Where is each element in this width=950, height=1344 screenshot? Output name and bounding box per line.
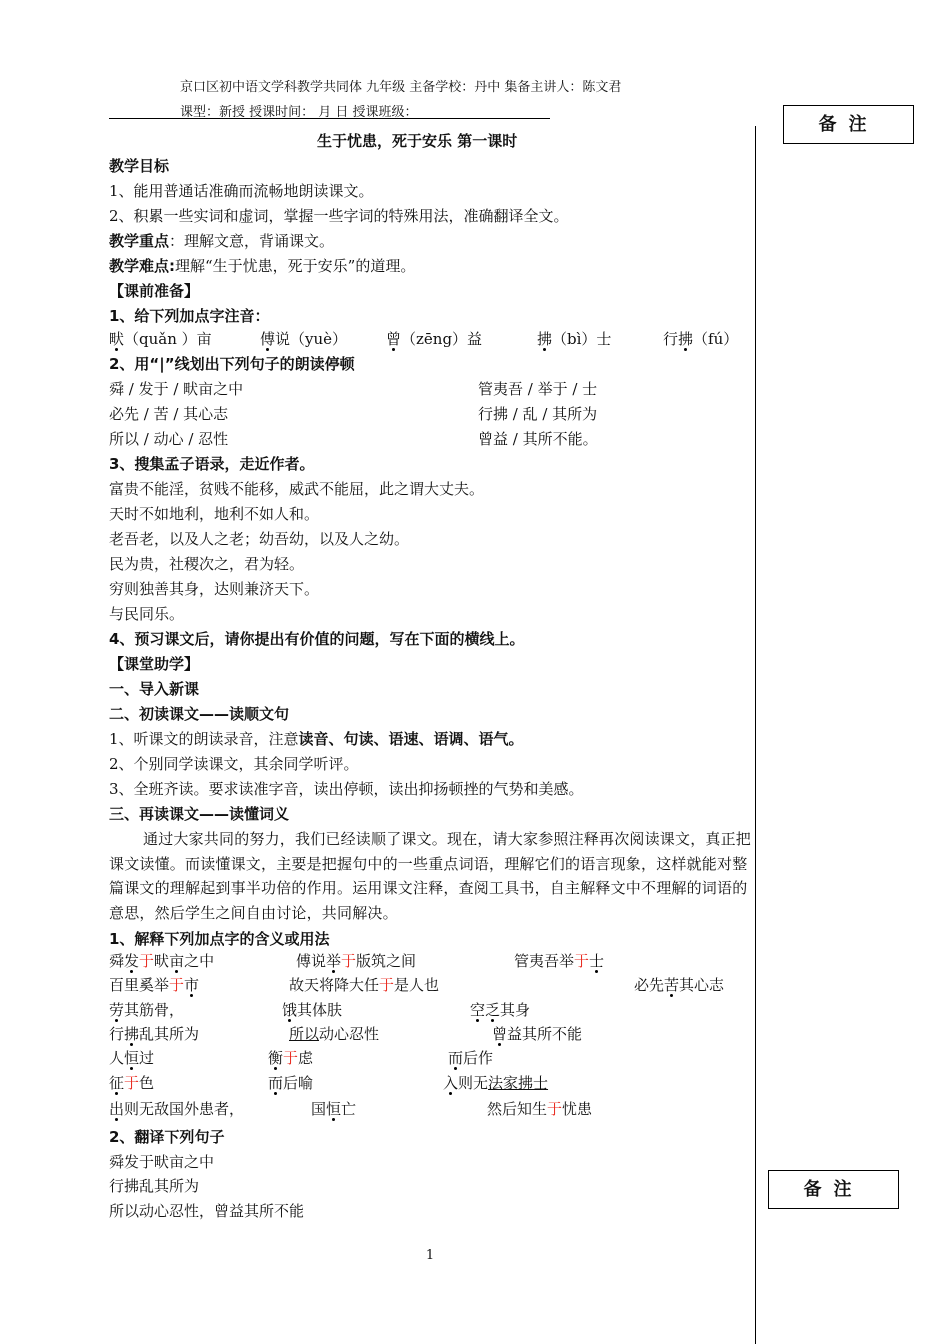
red-char: 于 [283, 1049, 299, 1067]
word-item [109, 973, 199, 997]
dotted-char: 空 [470, 1001, 486, 1019]
section-2-item-3: 3、全班齐读。要求读准字音，读出停顿，读出抑扬顿挫的气势和美感。 [109, 780, 584, 798]
section-3-title: 三、再读课文——读懂词义 [109, 805, 290, 823]
pause-item: 行拂 / 乱 / 其所为 [478, 405, 598, 423]
section-1-title: 一、导入新课 [109, 680, 200, 698]
word-item [470, 998, 530, 1022]
dotted-char: 衡 [268, 1049, 284, 1067]
word-item [109, 949, 214, 973]
word-item [268, 1046, 313, 1070]
red-char: 于 [574, 952, 590, 970]
dotted-char: 曾 [386, 330, 402, 348]
char: 舜 [109, 952, 125, 970]
section-2-item-1 [109, 727, 524, 751]
char: 忧患 [562, 1100, 593, 1118]
red-char: 于 [341, 952, 357, 970]
dotted-char: 傅 [260, 330, 276, 348]
char: 后喻 [283, 1074, 314, 1092]
translate-item: 所以动心忍性，曾益其所不能 [109, 1202, 305, 1220]
dotted-char: 征 [109, 1074, 125, 1092]
underlined-word: 所以 [289, 1025, 320, 1043]
word-item [268, 1071, 313, 1095]
pinyin-text: （fú） [693, 330, 739, 348]
quote-item: 民为贵，社稷次之，君为轻。 [109, 555, 305, 573]
quote-item: 穷则独善其身，达则兼济天下。 [109, 580, 320, 598]
word-item [282, 998, 342, 1022]
focus-label: 教学重点 [109, 232, 170, 250]
pinyin-text: 说（yuè） [275, 330, 348, 348]
objective-item-1: 1、能用普通话准确而流畅地朗读课文。 [109, 182, 374, 200]
dotted-char: 亩 [169, 952, 185, 970]
word-item [448, 1046, 493, 1070]
pause-item: 所以 / 动心 / 忍性 [109, 430, 229, 448]
char: 百里奚举 [109, 976, 170, 994]
pinyin-item [663, 327, 738, 351]
translate-item: 行拂乱其所为 [109, 1177, 200, 1195]
word-item [311, 1097, 356, 1121]
char: 畎 [154, 952, 170, 970]
red-char: 于 [124, 1074, 140, 1092]
quote-item: 与民同乐。 [109, 605, 185, 623]
quote-item: 天时不如地利，地利不如人和。 [109, 505, 320, 523]
note-box-bottom-label: 备注 [803, 1179, 864, 1200]
char: 其心志 [679, 976, 725, 994]
char: 傅说 [296, 952, 327, 970]
section-3-paragraph: 通过大家共同的努力，我们已经读顺了课文。现在，请大家参照注释再次阅读课文，真正把课文读懂。而读懂课文，主要是把握句中的一些重点词语，理解它们的语言现象，这样就能对整篇课文的理解起到事半功倍的作用。运用课文注释，查阅工具书，自主解释文中不理解的词语的意思，然后学生之间自由讨论，共同解决。 [109, 830, 752, 922]
objectives-heading: 教学目标 [109, 157, 170, 175]
char: 过 [139, 1049, 155, 1067]
char: 是人也 [394, 976, 440, 994]
char: 则无敌国外患者， [124, 1100, 245, 1118]
dotted-char: 而 [268, 1074, 284, 1092]
word-item [109, 998, 184, 1022]
pinyin-item [537, 327, 611, 351]
word-item [289, 973, 439, 997]
char: 其体肤 [297, 1001, 343, 1019]
difficulty-text: 理解“生于忧患，死于安乐”的道理。 [175, 257, 416, 275]
char: 则无 [458, 1074, 489, 1092]
difficulty-line [109, 254, 415, 278]
underlined-word: 法家拂士 [488, 1074, 549, 1092]
dotted-char: 士 [589, 952, 605, 970]
word-question-1: 1、解释下列加点字的含义或用法 [109, 930, 330, 948]
char: 国 [311, 1100, 327, 1118]
word-item [443, 1071, 548, 1095]
prep-question-2: 2、用“|”线划出下列句子的朗读停顿 [109, 355, 355, 373]
page-number: 1 [425, 1248, 435, 1263]
red-char: 于 [547, 1100, 563, 1118]
prep-question-3: 3、搜集孟子语录，走近作者。 [109, 455, 315, 473]
prep-question-1: 1、给下列加点字注音： [109, 307, 270, 325]
dotted-char: 劳 [109, 1001, 125, 1019]
header-line-1: 京口区初中语文学科教学共同体 九年级 主备学校：丹中 集备主讲人：陈文君 [180, 80, 622, 95]
pinyin-item [109, 327, 212, 351]
char: 乱其所为 [139, 1025, 200, 1043]
focus-text: ：理解文意，背诵课文。 [169, 232, 335, 250]
note-box-bottom [768, 1170, 899, 1209]
dotted-char: 曾 [492, 1025, 508, 1043]
dotted-char: 发 [124, 952, 140, 970]
char: 虑 [298, 1049, 314, 1067]
dotted-char: 拂 [537, 330, 553, 348]
char: 色 [139, 1074, 155, 1092]
word-item [492, 1022, 582, 1046]
dotted-char: 市 [184, 976, 200, 994]
dotted-char: 出 [109, 1100, 125, 1118]
red-char: 于 [139, 952, 155, 970]
dotted-char: 饿 [282, 1001, 298, 1019]
plain-char: 行 [663, 330, 679, 348]
note-box-top-label: 备注 [818, 114, 879, 135]
dotted-char: 苦 [664, 976, 680, 994]
char: 之中 [184, 952, 215, 970]
red-char: 于 [169, 976, 185, 994]
dotted-char: 入 [443, 1074, 459, 1092]
item-text: 1、听课文的朗读录音，注意 [109, 730, 299, 748]
pinyin-item [386, 327, 482, 351]
page-title: 生于忧患，死于安乐 第一课时 [317, 132, 518, 150]
section-2-item-2: 2、个别同学读课文，其余同学听评。 [109, 755, 359, 773]
translate-item: 舜发于畎亩之中 [109, 1153, 215, 1171]
pinyin-text: （bì）士 [552, 330, 612, 348]
pause-item: 曾益 / 其所不能。 [478, 430, 598, 448]
char: 版筑之间 [356, 952, 417, 970]
dotted-char: 恒 [124, 1049, 140, 1067]
char: 人 [109, 1049, 125, 1067]
item-bold-text: 读音、句读、语速、语调、语气。 [298, 730, 524, 748]
char: 必先 [634, 976, 665, 994]
header-line-2: 课型：新授 授课时间： 月 日 授课班级： [180, 105, 418, 120]
word-item [109, 1022, 199, 1046]
red-char: 于 [379, 976, 395, 994]
word-item [109, 1046, 154, 1070]
char: 亡 [341, 1100, 357, 1118]
char: 行 [109, 1025, 125, 1043]
dotted-char: 畎 [109, 330, 125, 348]
prep-heading: 【课前准备】 [109, 282, 200, 300]
focus-line [109, 229, 334, 253]
dotted-char: 拂 [124, 1025, 140, 1043]
pause-item: 舜 / 发于 / 畎亩之中 [109, 380, 244, 398]
char: 益 [507, 1025, 523, 1043]
dotted-char: 而 [448, 1049, 464, 1067]
word-item [514, 949, 604, 973]
char: 其身 [500, 1001, 531, 1019]
quote-item: 老吾老，以及人之老；幼吾幼，以及人之幼。 [109, 530, 410, 548]
quote-item: 富贵不能淫，贫贱不能移，威武不能屈，此之谓大丈夫。 [109, 480, 485, 498]
word-item [109, 1071, 154, 1095]
pinyin-item [260, 327, 347, 351]
pause-item: 管夷吾 / 举于 / 士 [478, 380, 598, 398]
char: 其筋骨， [124, 1001, 185, 1019]
word-item [487, 1097, 592, 1121]
note-box-top [783, 105, 914, 144]
dotted-char: 恒 [326, 1100, 342, 1118]
pinyin-text: （zēng）益 [401, 330, 483, 348]
pause-item: 必先 / 苦 / 其心志 [109, 405, 229, 423]
word-question-2: 2、翻译下列句子 [109, 1128, 225, 1146]
margin-divider [755, 126, 756, 1344]
char: 故天将降大任 [289, 976, 380, 994]
objective-item-2: 2、积累一些实词和虚词，掌握一些字词的特殊用法，准确翻译全文。 [109, 207, 569, 225]
difficulty-label: 教学难点: [109, 257, 175, 275]
word-item [634, 973, 724, 997]
section-2-title: 二、初读课文——读顺文句 [109, 705, 290, 723]
dotted-char: 举 [326, 952, 342, 970]
char: 动心忍性 [319, 1025, 380, 1043]
char: 后作 [463, 1049, 494, 1067]
dotted-char: 乏 [485, 1001, 501, 1019]
class-heading: 【课堂助学】 [109, 655, 200, 673]
word-item [296, 949, 416, 973]
char: 然后知生 [487, 1100, 548, 1118]
word-item [109, 1097, 244, 1121]
pinyin-text: （quǎn ）亩 [124, 330, 212, 348]
prep-question-4: 4、预习课文后，请你提出有价值的问题，写在下面的横线上。 [109, 630, 525, 648]
char: 管夷吾举 [514, 952, 575, 970]
header-rule [109, 118, 550, 119]
char: 其所不能 [522, 1025, 583, 1043]
word-item [289, 1022, 379, 1046]
dotted-char: 拂 [678, 330, 694, 348]
